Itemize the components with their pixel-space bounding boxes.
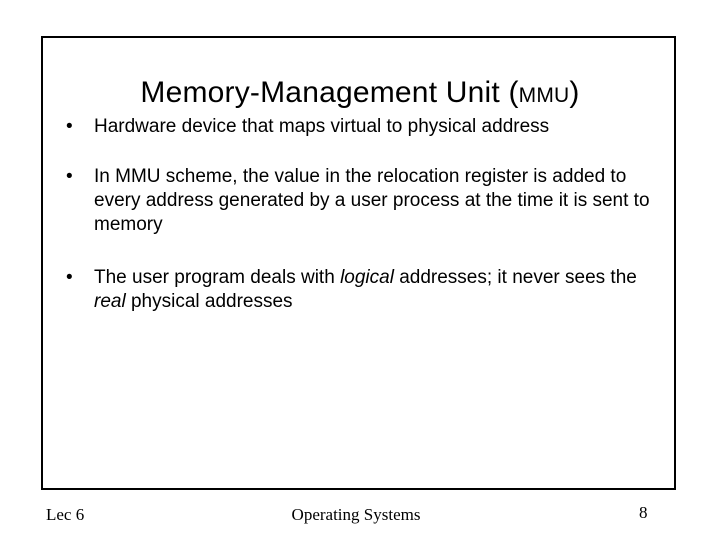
title-abbreviation: MMU [518,84,570,107]
slide-title [0,76,720,110]
bullet-marker: • [66,116,73,137]
bullet-marker: • [66,267,73,288]
bullet-marker: • [66,166,73,187]
bullet-item-2 [66,165,656,237]
bullet-3-part-3: physical addresses [125,291,293,312]
bullet-text-3 [94,266,656,314]
title-main: Memory-Management Unit ( [140,76,519,109]
bullet-text-1: Hardware device that maps virtual to physical address [94,116,550,137]
bullet-text-2: In MMU scheme, the value in the relocation register is added to every address generated by a user process at the time it is sent to memory [94,166,650,235]
footer-course-title: Operating Systems [291,505,421,524]
bullet-3-italic-logical: logical [340,267,394,288]
title-close-paren: ) [569,76,580,109]
bullet-item-3 [66,266,656,314]
bullet-3-part-1: The user program deals with [94,267,341,288]
bullet-3-part-2: addresses; it never sees the [393,267,637,288]
bullet-item-1 [66,115,656,139]
footer-page-number: 8 [639,503,648,522]
bullet-3-italic-real: real [94,291,126,312]
footer-lecture-label: Lec 6 [46,505,85,524]
